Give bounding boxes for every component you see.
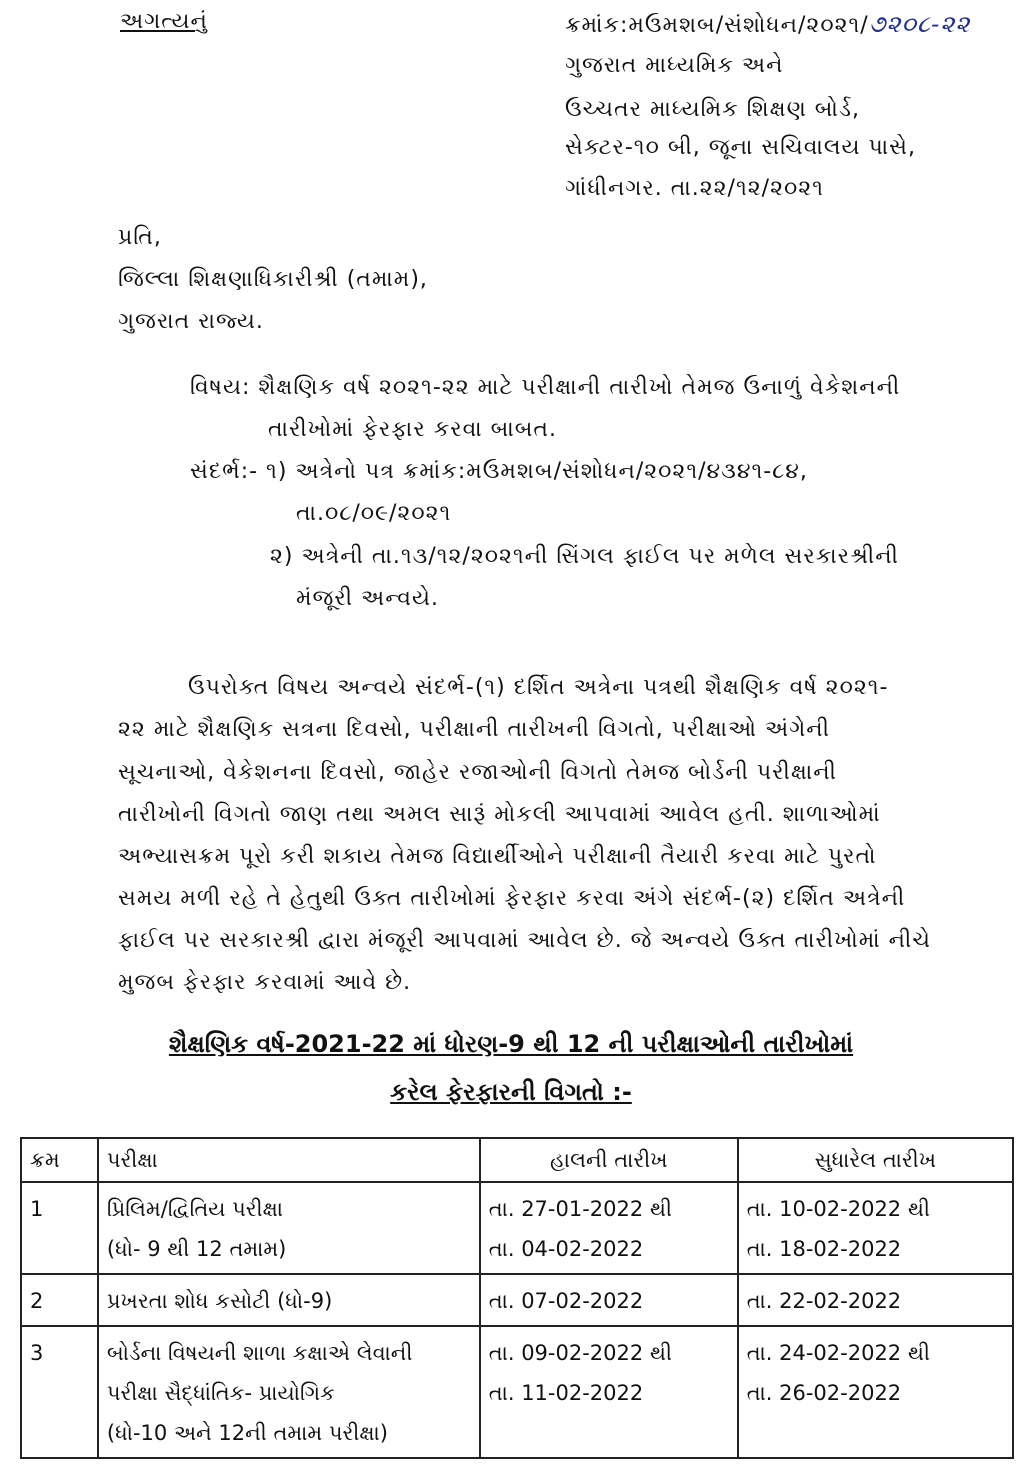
current-date-from: તા. 09-02-2022 થી [488, 1341, 673, 1365]
exam-schedule-table [20, 1137, 1014, 1459]
revised-date: તા. 22-02-2022 [746, 1289, 902, 1313]
recipient-line-1: પ્રતિ, [118, 225, 162, 250]
reference-line-2: તા.૦૮/૦૯/૨૦૨૧ [296, 501, 452, 526]
address-line-2: ઉચ્ચતર માધ્યમિક શિક્ષણ બોર્ડ, [565, 97, 860, 122]
revised-date-from: તા. 24-02-2022 થી [746, 1341, 930, 1365]
current-date: તા. 07-02-2022 [488, 1289, 644, 1313]
reference-number [565, 10, 970, 40]
row-number: 1 [21, 1182, 98, 1274]
header-sr-no: ક્રમ [21, 1138, 98, 1182]
recipient-line-3: ગુજરાત રાજ્ય. [118, 309, 264, 334]
body-line-6: સમય મળી રહે તે હેતુથી ઉક્ત તારીખોમાં ફેરફાર કરવા અંગે સંદર્ભ-(૨) દર્શિત અત્રેની [118, 886, 906, 911]
reference-line-4: મંજૂરી અન્વયે. [296, 586, 439, 611]
row-number: 2 [21, 1274, 98, 1326]
revised-date-cell [738, 1182, 1013, 1274]
address-line-1: ગુજરાત માધ્યમિક અને [565, 53, 784, 78]
exam-cell [98, 1326, 480, 1458]
table-row [21, 1182, 1013, 1274]
subject-line-2: તારીખોમાં ફેરફાર કરવા બાબત. [268, 417, 557, 442]
current-date-cell [480, 1274, 738, 1326]
revised-date-cell [738, 1274, 1013, 1326]
row-number: 3 [21, 1326, 98, 1458]
exam-cell [98, 1274, 480, 1326]
address-line-3: સેક્ટર-૧૦ બી, જૂના સચિવાલય પાસે, [565, 135, 916, 160]
table-header-row [21, 1138, 1013, 1182]
header-exam: પરીક્ષા [98, 1138, 480, 1182]
body-line-5: અભ્યાસક્રમ પૂરો કરી શકાય તેમજ વિદ્યાર્થીઓને પરીક્ષાની તૈયારી કરવા માટે પુરતો [118, 844, 877, 869]
exam-name: પ્રિલિમ/દ્વિતિય પરીક્ષા [106, 1197, 284, 1221]
current-date-to: તા. 04-02-2022 [488, 1237, 644, 1261]
body-line-1: ઉપરોક્ત વિષય અન્વયે સંદર્ભ-(૧) દર્શિત અત્રેના પત્રથી શૈક્ષણિક વર્ષ ૨૦૨૧- [188, 675, 889, 700]
header-current-date: હાલની તારીખ [480, 1138, 738, 1182]
table-row [21, 1326, 1013, 1458]
recipient-line-2: જિલ્લા શિક્ષણાધિકારીશ્રી (તમામ), [118, 267, 428, 292]
revised-date-from: તા. 10-02-2022 થી [746, 1197, 930, 1221]
subject-line-1: વિષય: શૈક્ષણિક વર્ષ ૨૦૨૧-૨૨ માટે પરીક્ષાની તારીખો તેમજ ઉનાળું વેકેશનની [190, 375, 901, 400]
exam-detail: (ધો- 9 થી 12 તમામ) [106, 1237, 287, 1261]
table-row [21, 1274, 1013, 1326]
urgent-label: અગત્યનું [120, 9, 208, 34]
revised-date-to: તા. 18-02-2022 [746, 1237, 902, 1261]
header-revised-date: સુધારેલ તારીખ [738, 1138, 1013, 1182]
revised-date-to: તા. 26-02-2022 [746, 1381, 902, 1405]
reference-line-3: ૨) અત્રેની તા.૧૩/૧૨/૨૦૨૧ની સિંગલ ફાઈલ પર મળેલ સરકારશ્રીની [270, 544, 899, 569]
section-title-line-1: શૈક્ષણિક વર્ષ-2021-22 માં ધોરણ-9 થી 12 ની પરીક્ષાઓની તારીખોમાં [168, 1030, 854, 1058]
body-line-2: ૨૨ માટે શૈક્ષણિક સત્રના દિવસો, પરીક્ષાની તારીખની વિગતો, પરીક્ષાઓ અંગેની [118, 717, 830, 742]
reference-line-1: સંદર્ભ:- ૧) અત્રેનો પત્ર ક્રમાંક:મઉમશબ/સંશોધન/૨૦૨૧/૪૩૪૧-૮૪, [190, 459, 808, 484]
exam-name: પ્રખરતા શોધ કસોટી (ધો-9) [106, 1289, 333, 1313]
body-line-3: સૂચનાઓ, વેકેશનના દિવસો, જાહેર રજાઓની વિગતો તેમજ બોર્ડની પરીક્ષાની [118, 760, 837, 785]
body-line-7: ફાઈલ પર સરકારશ્રી દ્વારા મંજૂરી આપવામાં આવેલ છે. જે અન્વયે ઉક્ત તારીખોમાં નીચે [118, 928, 931, 953]
revised-date-cell [738, 1326, 1013, 1458]
body-line-4: તારીખોની વિગતો જાણ તથા અમલ સારૂં મોકલી આપવામાં આવેલ હતી. શાળાઓમાં [118, 802, 881, 827]
exam-name: બોર્ડના વિષયની શાળા કક્ષાએ લેવાની [106, 1341, 413, 1365]
body-line-8: મુજબ ફેરફાર કરવામાં આવે છે. [118, 970, 412, 995]
exam-detail: પરીક્ષા સૈદ્ધાંતિક- પ્રાયોગિક [106, 1381, 335, 1405]
current-date-cell [480, 1326, 738, 1458]
section-title-line-2: કરેલ ફેરફારની વિગતો :- [390, 1078, 632, 1106]
address-date: ગાંધીનગર. તા.૨૨/૧૨/૨૦૨૧ [565, 176, 824, 201]
exam-detail: (ધો-10 અને 12ની તમામ પરીક્ષા) [106, 1421, 388, 1445]
current-date-to: તા. 11-02-2022 [488, 1381, 644, 1405]
current-date-cell [480, 1182, 738, 1274]
current-date-from: તા. 27-01-2022 થી [488, 1197, 673, 1221]
exam-cell [98, 1182, 480, 1274]
reference-number-handwritten: ૭૨૦૮-૨૨ [868, 10, 971, 38]
reference-number-printed: ક્રમાંક:મઉમશબ/સંશોધન/૨૦૨૧/ [565, 13, 869, 38]
